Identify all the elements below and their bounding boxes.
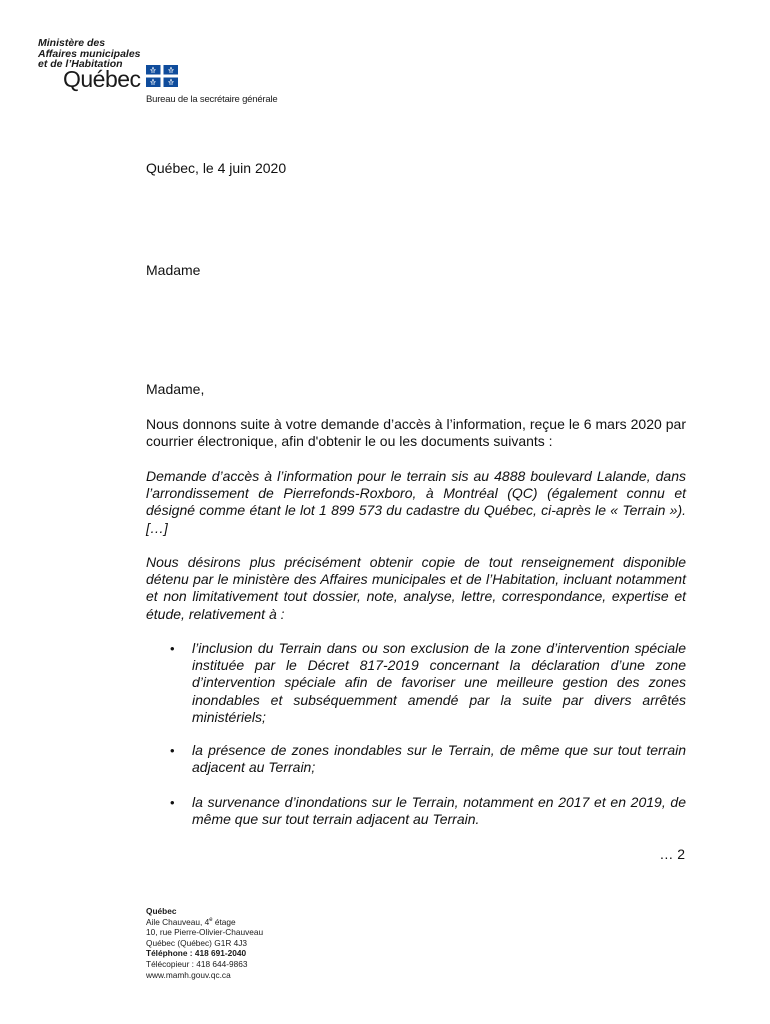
bullet-icon: • [170,641,175,656]
footer-superscript: e [209,916,213,923]
ministry-line-2: Affaires municipales [38,47,141,60]
bullet-icon: • [170,795,175,810]
ministry-line-1: Ministère des [38,37,106,49]
letter-salutation: Madame, [146,381,205,397]
list-item-text: la présence de zones inondables sur le Terrain, de même que sur tout terrain adjacent au Terrain; [192,742,686,776]
bureau-subtitle: Bureau de la secrétaire générale [146,94,278,105]
footer-address-line-2: 10, rue Pierre-Olivier-Chauveau [146,927,264,938]
quoted-request-paragraph-2: Nous désirons plus précisément obtenir copie de tout renseignement disponible détenu par le ministère des Affaires municipales et de l’Habitation, incluant notamment et non limitativement tout dossier, note, analyse, lettre, correspondance, expertise et étude, relativement à : [146,554,686,622]
letter-date: Québec, le 4 juin 2020 [146,160,287,176]
footer-address-line-1-text: Aile Chauveau, 4 [146,916,210,927]
ministry-logo-text [38,38,141,70]
list-item-text: la survenance d’inondations sur le Terrain, notamment en 2017 et en 2019, de même que sur tout terrain adjacent au Terrain. [192,794,686,828]
quebec-wordmark: Québec [63,66,141,92]
quebec-flag-icon [146,65,178,87]
ministry-line-3: et de l’Habitation [38,58,123,70]
footer-address-block [146,906,263,980]
footer-fax: Télécopieur : 418 644-9863 [146,958,248,969]
letter-addressee: Madame [146,262,201,278]
footer-city: Québec [146,906,177,916]
footer-address-line-3: Québec (Québec) G1R 4J3 [146,937,247,948]
page-continuation-marker: … 2 [659,846,685,862]
footer-address-line-1-suffix: étage [212,916,236,927]
footer-phone: Téléphone : 418 691-2040 [146,948,247,959]
letter-intro-paragraph: Nous donnons suite à votre demande d’accès à l’information, reçue le 6 mars 2020 par courrier électronique, afin d'obtenir le ou les documents suivants : [146,416,686,450]
quoted-request-paragraph-1: Demande d’accès à l’information pour le terrain sis au 4888 boulevard Lalande, dans l’arrondissement de Pierrefonds-Roxboro, à Montréal (QC) (également connu et désigné comme étant le lot 1 899 573 du cadastre du Québec, ci-après le « Terrain »). […] [146,468,686,536]
footer-address-line-1 [146,917,263,928]
bullet-icon: • [170,743,175,758]
list-item-text: l’inclusion du Terrain dans ou son exclusion de la zone d’intervention spéciale instituée par le Décret 817-2019 concernant la déclaration d’une zone d’intervention spéciale afin de favoriser une meilleure gestion des zones inondables et subséquemment amendé par la suite par divers arrêtés ministériels; [192,640,686,725]
footer-website-link[interactable]: www.mamh.gouv.qc.ca [146,969,231,980]
